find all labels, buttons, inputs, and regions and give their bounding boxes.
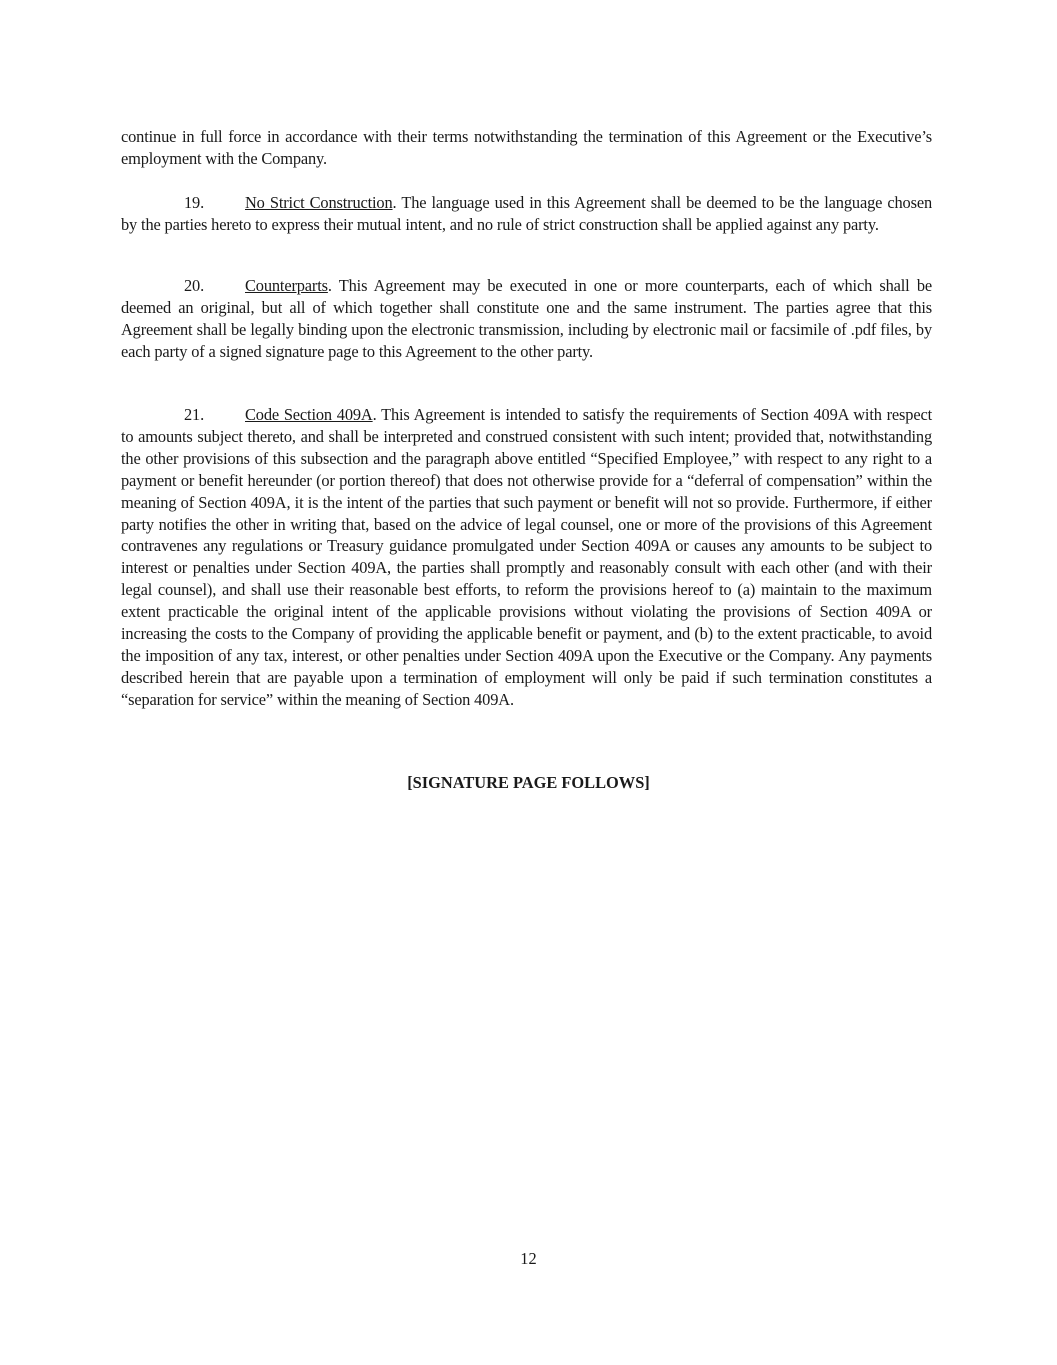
signature-page-notice: [SIGNATURE PAGE FOLLOWS]	[407, 773, 650, 792]
section-number: 19.	[184, 193, 205, 212]
continuation-paragraph: continue in full force in accordance with their terms notwithstanding the termination of this Agreement or the Executive’s employment with the Company.	[121, 127, 932, 168]
section-21-paragraph	[121, 404, 932, 711]
section-body: . This Agreement may be executed in one or more counterparts, each of which shall be deemed an original, but all of which together shall constitute one and the same instrument. The parties agree that this Agreement shall be legally binding upon the electronic transmission, including by electronic mail or facsimile of .pdf files, by each party of a signed signature page to this Agreement to the other party.	[121, 276, 932, 361]
section-20-paragraph	[121, 275, 932, 363]
section-heading: Counterparts	[245, 276, 328, 295]
section-heading: No Strict Construction	[245, 193, 393, 212]
section-number: 21.	[184, 405, 205, 424]
page-number: 12	[520, 1249, 537, 1268]
section-heading: Code Section 409A	[245, 405, 373, 424]
section-19-paragraph	[121, 192, 932, 236]
section-number: 20.	[184, 276, 205, 295]
section-body: . This Agreement is intended to satisfy the requirements of Section 409A with respect to amounts subject thereto, and shall be interpreted and construed consistent with such intent; provided that, notwithstanding the other provisions of this subsection and the paragraph above entitled “Specified Employee,” with respect to any right to a payment or benefit hereunder (or portion thereof) that does not otherwise provide for a “deferral of compensation” within the meaning of Section 409A, it is the intent of the parties that such payment or benefit will not so provide. Furthermore, if either party notifies the other in writing that, based on the advice of legal counsel, one or more of the provisions of this Agreement contravenes any regulations or Treasury guidance promulgated under Section 409A or causes any amounts to be subject to interest or penalties under Section 409A, the parties shall promptly and reasonably consult with each other (and with their legal counsel), and shall use their reasonable best efforts, to reform the provisions hereof to (a) maintain to the maximum extent practicable the original intent of the applicable provisions without violating the provisions of Section 409A or increasing the costs to the Company of providing the applicable benefit or payment, and (b) to the extent practicable, to avoid the imposition of any tax, interest, or other penalties under Section 409A upon the Executive or the Company. Any payments described herein that are payable upon a termination of employment will only be paid if such termination constitutes a “separation for service” within the meaning of Section 409A.	[121, 405, 932, 709]
section-body: . The language used in this Agreement shall be deemed to be the language chosen by the parties hereto to express their mutual intent, and no rule of strict construction shall be applied against any party.	[121, 193, 933, 234]
